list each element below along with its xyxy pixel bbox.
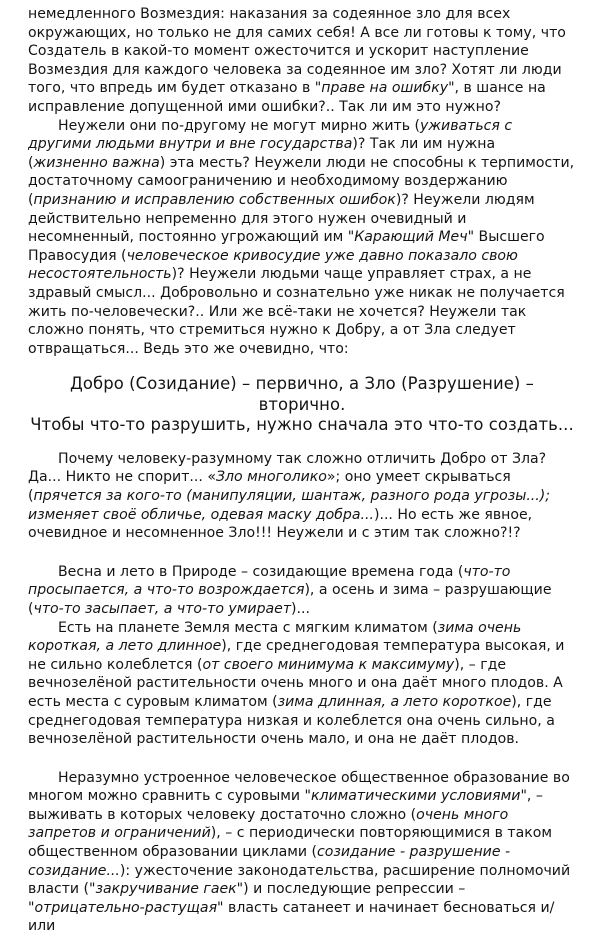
paragraph-3: Почему человеку-разумному так сложно отличить Добро от Зла? Да... Никто не спорит... «Зло многолико»; оно умеет скрываться (прячется за кого-то (манипуляции, шантаж, разного рода угрозы...); изменяет своё обличье, одевая маску добра...)... Но есть же явное, очевидное и несомненное Зло!!! Неужели и с этим так сложно?!? — [28, 450, 551, 542]
headline-quote — [28, 374, 576, 436]
paragraph-6: Неразумно устроенное человеческое общественное образование во многом можно сравнить с суровыми "климатическими условиями", – выживать в которых человеку достаточно сложно (очень много запретов и ограничений), – с периодически повторяющимися в таком общественном образовании циклами (созидание - разрушение - созидание...): ужесточение законодательства, расширение полномочий власти ("закручивание гаек") и последующие репрессии – "отрицательно-растущая" власть сатанеет и начинает бесноваться и/или — [28, 769, 571, 935]
paragraph-5: Есть на планете Земля места с мягким климатом (зима очень короткая, а лето длинное), где среднегодовая температура высокая, и не сильно колеблется (от своего минимума к максимуму), – где вечнозелёной растительности очень много и она даёт много плодов. А есть места с суровым климатом (зима длинная, а лето короткое), где среднегодовая температура низкая и колеблется она очень сильно, а вечнозелёной растительности очень мало, и она не даёт плодов. — [28, 619, 565, 748]
paragraph-4: Весна и лето в Природе – созидающие времена года (что-то просыпается, а что-то возрождается), а осень и зима – разрушающие (что-то засыпает, а что-то умирает)... — [28, 563, 552, 617]
headline-line-1: Добро (Созидание) – первично, а Зло (Разрушение) – вторично. — [70, 374, 534, 414]
headline-line-2: Чтобы что-то разрушить, нужно сначала это что-то создать... — [30, 415, 574, 435]
paragraph-1: немедленного Возмездия: наказания за содеянное зло для всех окружающих, но только не для самих себя! А все ли готовы к тому, что Создатель в какой-то момент ожесточится и ускорит наступление Возмездия для каждого человека за содеянное им зло? Хотят ли люди того, что впредь им будет отказано в "праве на ошибку", в шансе на исправление допущенной ими ошибки?.. Так ли им это нужно? — [28, 6, 566, 115]
paragraph-2: Неужели они по-другому не могут мирно жить (уживаться с другими людьми внутри и вне государства)? Так ли им нужна (жизненно важна) эта месть? Неужели люди не способны к терпимости, достаточному самоограничению и необходимому воздержанию (признанию и исправлению собственных ошибок)? Неужели людям действительно непременно для этого нужен очевидный и несомненный, постоянно угрожающий им "Карающий Меч" Высшего Правосудия (человеческое кривосудие уже давно показало свою несостоятельность)? Неужели людьми чаще управляет страх, а не здравый смысл... Добровольно и сознательно уже никак не получается жить по-человечески?.. Или же всё-таки не хочется? Неужели так сложно понять, что стремиться нужно к Добру, а от Зла следует отвращаться... Ведь это же очевидно, что: — [28, 117, 575, 357]
